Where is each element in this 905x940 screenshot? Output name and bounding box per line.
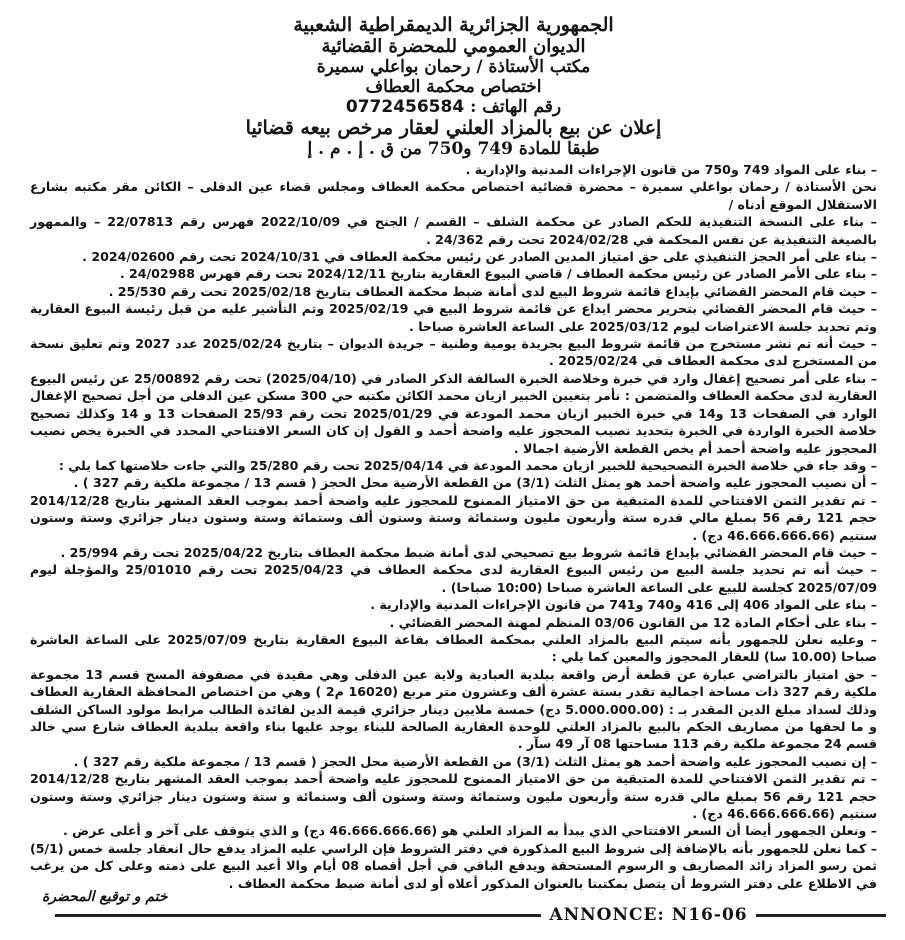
body-paragraph: – بناء على أحكام المادة 12 من القانون 03/06 المنظم لمهنة المحضر القضائي . (389, 614, 877, 630)
body-paragraph: – حيث قام المحضر القضائي بإيداع قائمة شروط بيع تصحيحي لدى أمانة ضبط محكمة العطاف بتاريخ 2025/04/22 تحت رقم 25/994 . (60, 544, 877, 560)
body-paragraph: نحن الأستاذة / رحمان بواعلي سميرة – محضرة قضائية اختصاص محكمة العطاف ومجلس قضاء عين الدفلى – الكائن مقر مكتبه بشارع الاستقلال الموقع أدناه / (30, 179, 877, 212)
legal-article-reference: طبقا للمادة 749 و750 من ق . إ . م . إ (307, 139, 600, 159)
body-paragraph: – حيث أنه تم تحديد جلسة البيع من رئيس البيوع العقارية لدى محكمة العطاف في 2025/04/23 تحت رقم 25/01010 والمؤجلة ليوم 2025/07/09 كجلسة للبيع على الساعة العاشرة صباحا (10:00 صباحا) . (30, 562, 877, 595)
phone-label: رقم الهاتف : (470, 97, 562, 117)
body-paragraph: – أن نصيب المحجوز عليه واضحة أحمد هو يمثل الثلث (3/1) من القطعة الأرضية محل الحجز ( قسم 13 / مجموعة ملكية رقم 327 ) . (73, 475, 877, 491)
body-paragraph: – كما نعلن للجمهور بأنه بالإضافة إلى شروط البيع المذكورة في دفتر الشروط فإن الراسي عليه المزاد يدفع حال انعقاد جلسة خمس (5/1) ثمن رسو المزاد زائد المصاريف و الرسوم المستحقة ويدفع الباقي في أجل أقصاه 08 أيام والا أعيد البيع على ذمته وعلى كل من يرغب في الاطلاع على دفتر الشروط أن يتصل بمكتبنا بالعنوان المذكور أعلاه أو لدى أمانة ضبط محكمة العطاف . (30, 840, 878, 891)
phone-line (30, 97, 877, 117)
body-paragraph: – وعليه نعلن للجمهور بأنه سيتم البيع بالمزاد العلني بمحكمة العطاف بقاعة البيوع العقارية بتاريخ 2025/07/09 على الساعة العاشرة صباحا (10.00 سا) للعقار المحجوز والمعين كما يلي : (30, 631, 877, 665)
phone-number: 0772456584 (345, 97, 465, 117)
body-paragraph: – حق امتياز بالتراضي عبارة عن قطعة أرض واقعة ببلدية العبادية ولاية عين الدفلى وهي مقيدة في مصفوفة المسح قسم 13 مجموعة ملكية رقم 327 ذات مساحة اجمالية تقدر بستة عشرة ألف وعشرون متر مربع (16020 م2 ) وهي من اختصاص المحافظة العقارية العطاف وذلك لسداد مبلغ الدين المقدر بـ : (5.000.000.00 دج) خمسة ملايين دينار جزائري قيمة الدين لفائدة الطالب مرابط مولود الساكن الشلف و ما لحقها من مصاريف الحكم بالبيع بالمزاد العلني للوحدة العقارية الصالحة للبناء يوجد عليها بناء واقعة ببلدية العطاف شارع سي خالد قسم 24 مجموعة ملكية رقم 113 مساحتها 08 آر 49 سآر . (30, 666, 878, 752)
signature-label: ختم و توقيع المحضرة (42, 889, 168, 905)
notice-title: إعلان عن بيع بالمزاد العلني لعقار مرخص بيعه قضائيا (245, 117, 662, 139)
body-paragraph: – بناء على المواد 406 إلى 416 و740 و741 من قانون الإجراءات المدنية والإدارية . (370, 597, 877, 613)
annonce-bar (0, 905, 905, 925)
notice-footer (0, 883, 905, 935)
annonce-number: ANNONCE: N16-06 (549, 905, 748, 925)
body-paragraph: – حيث قام المحضر القضائي بإيداع قائمة شروط البيع لدى أمانة ضبط محكمة العطاف بتاريخ 2025/02/18 تحت رقم 25/530 . (108, 283, 877, 299)
body-paragraph: – إن نصيب المحجوز عليه واضحة أحمد هو يمثل الثلث (3/1) من القطعة الأرضية محل الحجز ( قسم 13 / مجموعة ملكية رقم 327 ) . (73, 753, 877, 769)
body-paragraph: – حيث قام المحضر القضائي بتحرير محضر ايداع عن قائمة شروط البيع في 2025/02/19 وتم التأشير عليه من قبل رئيسة البيوع العقارية وتم تحديد جلسة الاعتراضات ليوم 2025/03/12 على الساعة العاشرة صباحا . (30, 301, 877, 334)
body-paragraph: – تم تقدير الثمن الافتتاحي للمدة المتبقية من حق الامتياز الممنوح للمحجوز عليه واضحة أحمد بموجب العقد المشهر بتاريخ 2014/12/28 حجم 121 رقم 56 بمبلغ مالي قدره ستة وأربعون مليون وستمائة وستة وستون ألف وستمائة وستة وستون دينار جزائري وستة وستون سنتيم (46.666.666.66 دج) . (30, 492, 877, 543)
body-paragraph: – بناء على الأمر الصادر عن رئيس محكمة العطاف / قاضي البيوع العقارية بتاريخ 2024/12/11 تحت رقم فهرس 24/02988 . (119, 266, 877, 282)
bureau-name: مكتب الأستاذة / رحمان بواعلي سميرة (316, 57, 591, 77)
body-paragraph: – تم تقدير الثمن الافتتاحي للمدة المتبقية من حق الامتياز الممنوح للمحجوز عليه واضحة أحمد بموجب العقد المشهر بتاريخ 2014/12/28 حجم 121 رقم 56 بمبلغ مالي قدره ستة وأربعون مليون وستمائة وستة وستون ألف وستمائة و ستة وستون دينار جزائري وستة وستون سنتيم (46.666.666.66 دج) . (30, 771, 877, 822)
body-paragraph: – ونعلن الجمهور أيضا أن السعر الافتتاحي الذي يبدأ به المزاد العلني هو (46.666.666.66 دج) و الذي يتوقف على آخر و أعلى عرض . (63, 823, 877, 839)
notice-body (30, 161, 877, 892)
republic-title: الجمهورية الجزائرية الديمقراطية الشعبية (293, 14, 614, 36)
annonce-rule-left (55, 914, 541, 917)
body-paragraph: – بناء على المواد 749 و750 من قانون الإجراءات المدنية والإدارية . (465, 162, 877, 177)
jurisdiction-line: اختصاص محكمة العطاف (365, 77, 542, 97)
notice-header (30, 14, 877, 159)
body-paragraph: – بناء على النسخة التنفيذية للحكم الصادر عن محكمة الشلف – القسم / الجنح في 2022/10/09 فهرس رقم 22/07813 – والممهور بالصيغة التنفيذية عن نفس المحكمة في 2024/02/28 تحت رقم 24/362 . (30, 214, 877, 247)
body-paragraph: – وقد جاء في خلاصة الخبرة التصحيحية للخبير ازيان محمد المودعة في 2025/04/14 تحت رقم 25/280 والتي جاءت خلاصتها كما يلي : (58, 457, 877, 473)
body-paragraph: – بناء على أمر تصحيح إغفال وارد في خبرة وخلاصة الخبرة السالفة الذكر الصادر في (2025/04/10) تحت رقم 25/00892 عن رئيس البيوع العقارية لدى محكمة العطاف والمتضمن : نأمر بتعيين الخبير ازيان محمد الكائن مكتبه حي 300 مسكن عين الدفلى من أجل تصحيح الإغفال الوارد في الصفحات 13 و14 في خبرة الخبير ازيان محمد المودعة في 2025/01/29 تحت رقم 25/93 الصفحات 13 و 14 وكذلك تصحيح خلاصة الخبرة الواردة في الخبرة بتحديد نصيب المحجوز عليه واضحة أحمد و القول إن كان السعر الافتتاحي المحدد في الخبرة يخص نصيب المحجوز عليه واضحة أحمد أم يخص القطعة الأرضية اجمالا . (30, 370, 878, 456)
body-paragraph: – حيث أنه تم نشر مستخرج من قائمة شروط البيع بجريدة يومية وطنية – جريدة الديوان – بتاريخ 2025/02/24 عدد 2027 وتم تعليق نسخة من المستخرج لدى محكمة العطاف في 2025/02/24 . (30, 336, 877, 369)
body-paragraph: – بناء على أمر الحجز التنفيذي على حق امتياز المدين الصادر عن رئيس محكمة العطاف في 2024/10/31 تحت رقم 2024/02600 . (82, 249, 877, 265)
office-title: الديوان العمومي للمحضرة القضائية (321, 36, 586, 57)
annonce-rule-right (756, 914, 886, 917)
